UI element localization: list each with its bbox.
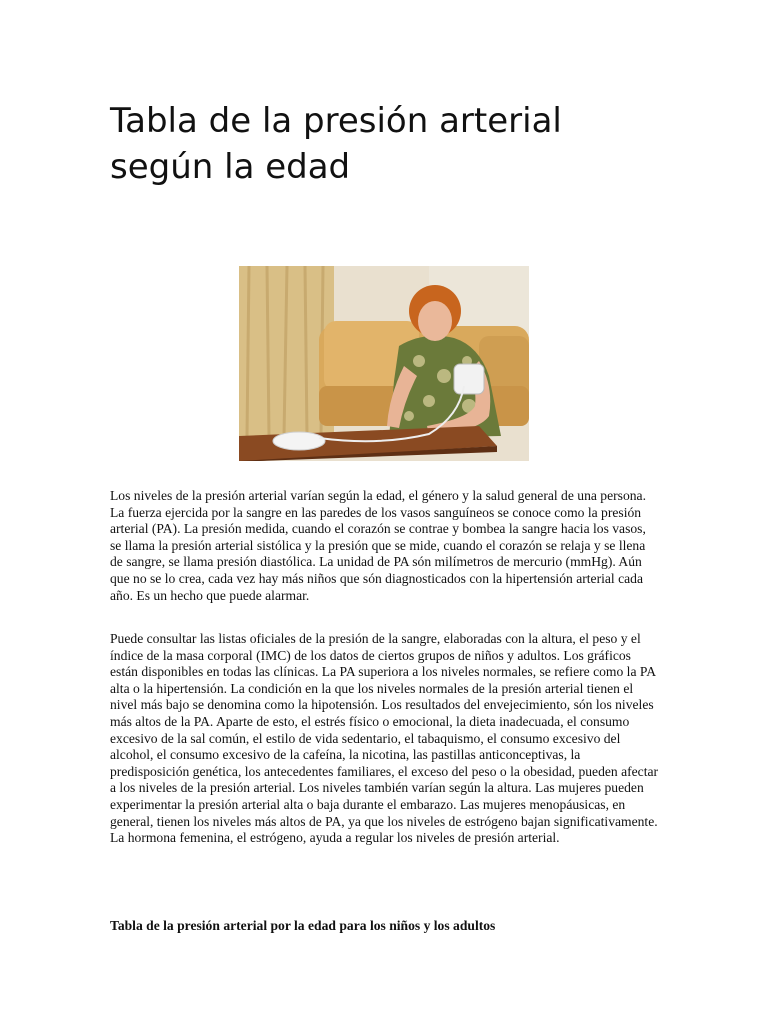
paragraph-intro: Los niveles de la presión arterial varían según la edad, el género y la salud general de una persona. La fuerza ejercida por la sangre en las paredes de los vasos sanguíneos se conoce como la presión arterial (PA). La presión medida, cuando el corazón se contrae y bombea la sangre hacia los vasos, se llama la presión arterial sistólica y la presión que se mide, cuando el corazón se relaja y se llena de sangre, se llama presión diastólica. La unidad de PA són milímetros de mercurio (mmHg). Aún que no se lo crea, cada vez hay más niños que són diagnosticados con la hipertensión arterial cada año. Es un hecho que puede alarmar. — [110, 488, 646, 603]
paragraph-factors: Puede consultar las listas oficiales de la presión de la sangre, elaboradas con la altura, el peso y el índice de la masa corporal (IMC) de los datos de ciertos grupos de niños y adultos. Los gráficos están disponibles en todas las clínicas. La PA superiora a los niveles normales, se refiere como la PA alta o la hipertensión. La condición en la que los niveles normales de la presión arterial tienen el nivel más bajo se denomina como la hipotensión. Los resultados del envejecimiento, són los niveles más altos de la PA. Aparte de esto, el estrés físico o emocional, la dieta inadecuada, el consumo excesivo de la sal común, el estilo de vida sedentario, el tabaquismo, el consumo excesivo del alcohol, el consumo excesivo de la cafeína, la nicotina, las pastillas anticonceptivas, la predisposición genética, los antecedentes familiares, el exceso del peso o la obesidad, pueden afectar a los niveles de la presión arterial. Los niveles también varían según la altura. Las mujeres pueden experimentar la presión arterial alta o baja durante el embarazo. Las mujeres menopáusicas, en general, tienen los niveles más altos de PA, ya que los niveles de estrógeno bajan significativamente. La hormona femenina, el estrógeno, ayuda a regular los niveles de presión arterial. — [110, 631, 659, 846]
woman-measuring-blood-pressure-photo — [239, 266, 529, 461]
document-title: Tabla de la presión arterial según la edad — [110, 101, 562, 187]
photo-illustration — [239, 266, 529, 461]
section-subheading: Tabla de la presión arterial por la edad para los niños y los adultos — [110, 918, 496, 933]
